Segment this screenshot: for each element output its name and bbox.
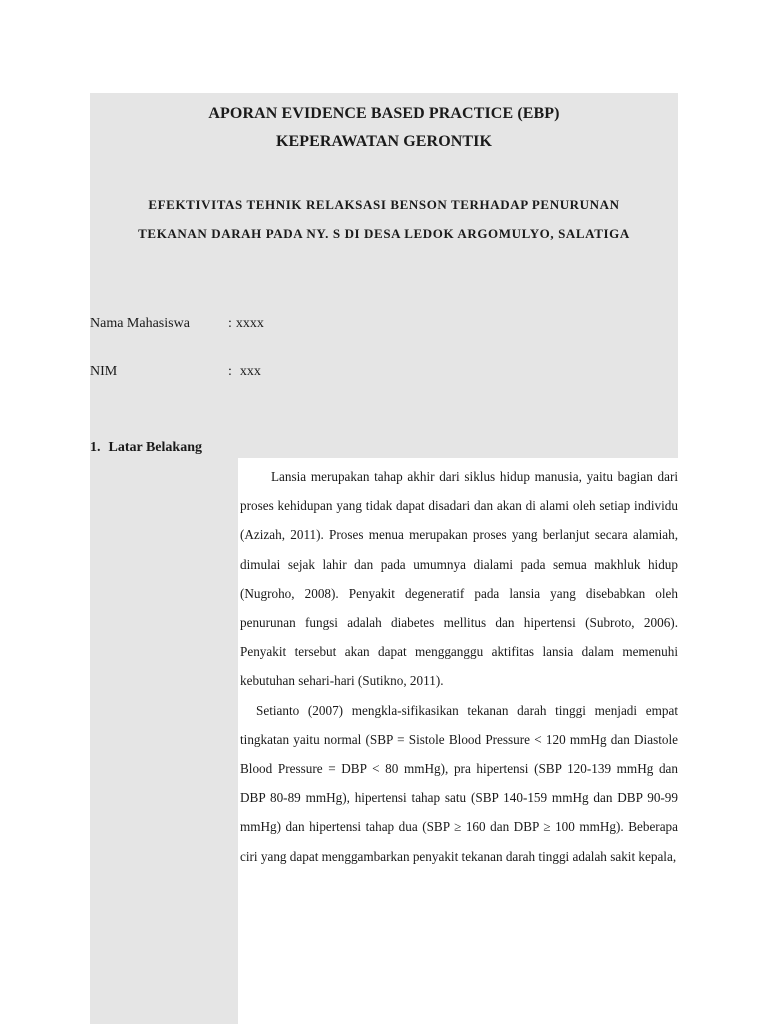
subtitle-line-1: EFEKTIVITAS TEHNIK RELAKSASI BENSON TERHADAP PENURUNAN	[148, 197, 620, 212]
student-name-label: Nama Mahasiswa	[90, 316, 190, 331]
document-title	[90, 100, 678, 156]
subtitle-line-2: TEKANAN DARAH PADA NY. S DI DESA LEDOK ARGOMULYO, SALATIGA	[138, 226, 630, 241]
section-number: 1.	[90, 440, 101, 455]
student-name-row	[90, 314, 264, 334]
body-text	[240, 462, 678, 871]
student-nim-colon: :	[228, 364, 232, 379]
title-line-2: KEPERAWATAN GERONTIK	[275, 133, 493, 150]
student-nim-value: xxx	[239, 364, 261, 379]
section-heading	[90, 438, 202, 458]
student-nim-label: NIM	[90, 364, 118, 379]
student-name-colon: :	[228, 316, 232, 331]
document-subtitle	[90, 190, 678, 248]
title-line-1: APORAN EVIDENCE BASED PRACTICE (EBP)	[208, 105, 560, 122]
student-name-value: xxxx	[235, 316, 264, 331]
section-title: Latar Belakang	[108, 440, 202, 455]
left-margin-shaded-area	[90, 458, 238, 1024]
paragraph-1: Lansia merupakan tahap akhir dari siklus hidup manusia, yaitu bagian dari proses kehidupan yang tidak dapat disadari dan akan di alami oleh setiap individu (Azizah, 2011). Proses menua merupakan proses yang berlanjut secara alamiah, dimulai sejak lahir dan pada umumnya dialami pada semua makhluk hidup (Nugroho, 2008). Penyakit degeneratif pada lansia yang disebabkan oleh penurunan fungsi adalah diabetes mellitus dan hipertensi (Subroto, 2006). Penyakit tersebut akan dapat mengganggu aktifitas lansia dalam memenuhi kebutuhan sehari-hari (Sutikno, 2011).	[240, 469, 678, 689]
student-nim-row	[90, 362, 261, 382]
paragraph-2: Setianto (2007) mengkla-sifikasikan tekanan darah tinggi menjadi empat tingkatan yaitu normal (SBP = Sistole Blood Pressure < 120 mmHg dan Diastole Blood Pressure = DBP < 80 mmHg), pra hipertensi (SBP 120-139 mmHg dan DBP 80-89 mmHg), hipertensi tahap satu (SBP 140-159 mmHg dan DBP 90-99 mmHg) dan hipertensi tahap dua (SBP ≥ 160 dan DBP ≥ 100 mmHg). Beberapa ciri yang dapat menggambarkan penyakit tekanan darah tinggi adalah sakit kepala,	[240, 702, 678, 864]
